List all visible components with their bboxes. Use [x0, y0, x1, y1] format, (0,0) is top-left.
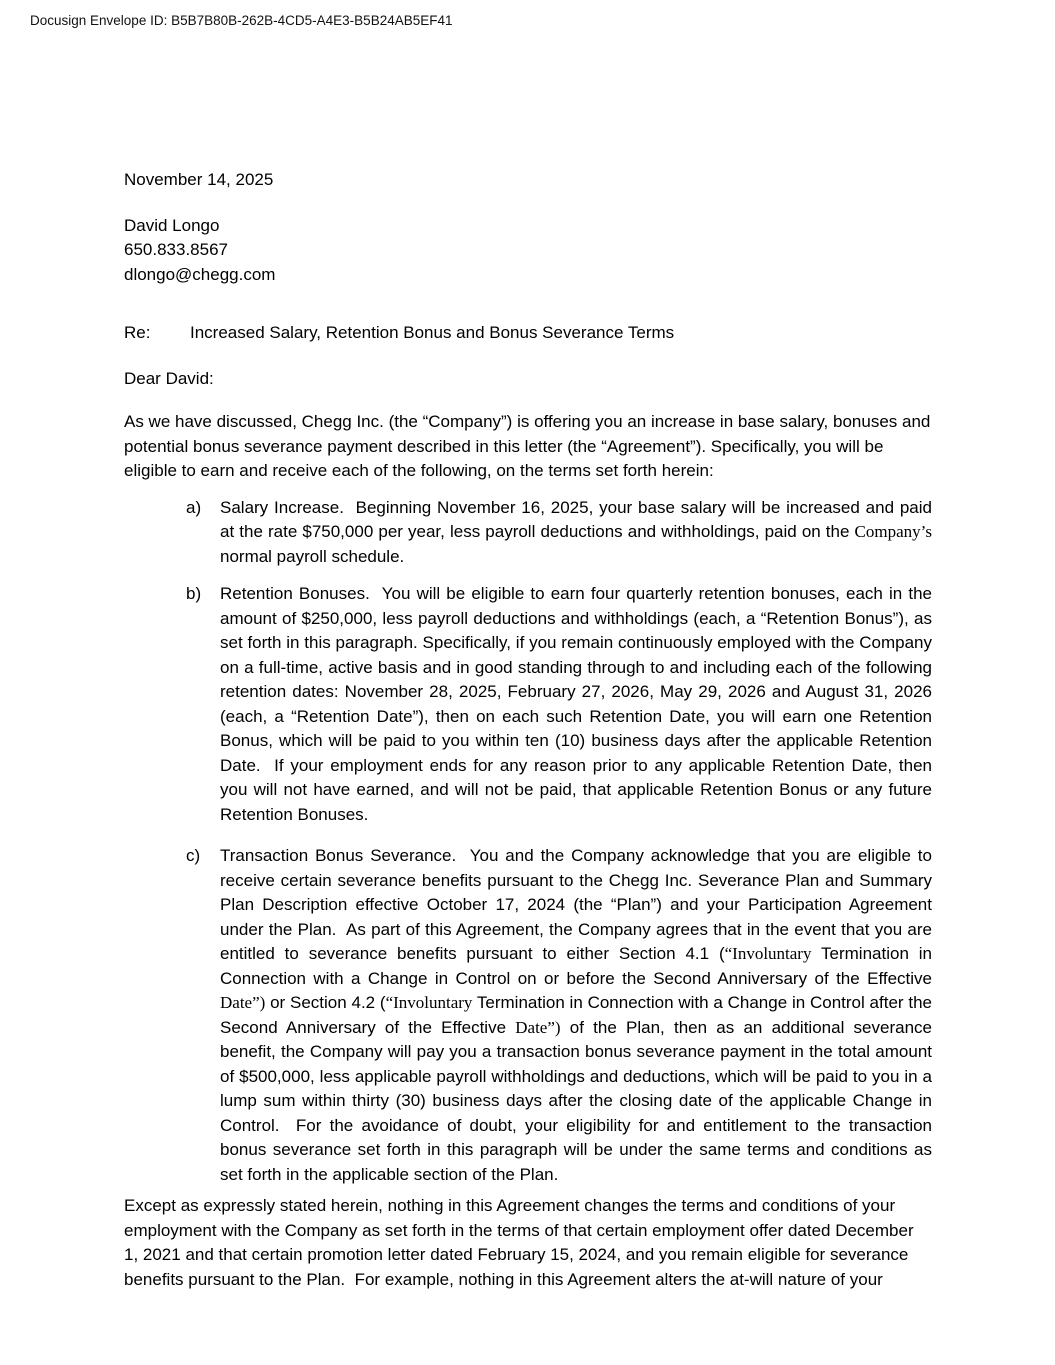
recipient-email: dlongo@chegg.com — [124, 264, 276, 284]
list-text-b: Retention Bonuses. You will be eligible to earn four quarterly retention bonuses, each in the amount of $250,000, less payroll deductions and withholdings (each, a “Retention Bonus”), as set forth in this paragraph. Specifically, if you remain continuously employed with the Company on a full-time, active basis and in good standing through to and including each of the following retention dates: November 28, 2025, February 27, 2026, May 29, 2026 and August 31, 2026 (each, a “Retention Date”), then on each such Retention Date, you will earn one Retention Bonus, which will be paid to you within ten (10) business days after the applicable Retention Date. If your employment ends for any reason prior to any applicable Retention Date, then you will not have earned, and will not be paid, that applicable Retention Bonus or any future Retention Bonuses. — [220, 584, 932, 824]
list-item-a — [124, 496, 932, 570]
letter-body — [124, 168, 932, 1292]
re-subject: Increased Salary, Retention Bonus and Bonus Severance Terms — [190, 323, 675, 342]
list-label-b: b) — [186, 584, 202, 603]
re-line — [124, 321, 932, 346]
recipient-phone: 650.833.8567 — [124, 240, 228, 259]
letter-date: November 14, 2025 — [124, 170, 274, 189]
recipient-block — [124, 214, 932, 288]
closing-paragraph: Except as expressly stated herein, nothing in this Agreement changes the terms and conditions of your employment with the Company as set forth in the terms of that certain employment offer dated December 1, 2021 and that certain promotion letter dated February 15, 2024, and you remain eligible for severance benefits pursuant to the Plan. For example, nothing in this Agreement alters the at-will nature of your — [124, 1196, 914, 1289]
re-label: Re: — [124, 323, 151, 342]
list-label-c: c) — [186, 846, 201, 865]
list-text-a: Salary Increase. Beginning November 16, 2025, your base salary will be increased and paid at the rate $750,000 per year, less payroll deductions and withholdings, paid on the Company’s normal payroll schedule. — [220, 497, 932, 566]
list-item-c — [124, 844, 932, 1187]
list-label-a: a) — [186, 497, 202, 517]
recipient-name: David Longo — [124, 215, 220, 235]
intro-paragraph: As we have discussed, Chegg Inc. (the “Company”) is offering you an increase in base salary, bonuses and potential bonus severance payment described in this letter (the “Agreement”). Specifically, you will be eligible to earn and receive each of the following, on the terms set forth herein: — [124, 412, 931, 480]
docusign-envelope-id: Docusign Envelope ID: B5B7B80B-262B-4CD5-A4E3-B5B24AB5EF41 — [30, 13, 453, 28]
list-text-c: Transaction Bonus Severance. You and the Company acknowledge that you are eligible to receive certain severance benefits pursuant to the Chegg Inc. Severance Plan and Summary Plan Description effective October 17, 2024 (the “Plan”) and your Participation Agreement under the Plan. As part of this Agreement, the Company agrees that in the event that you are entitled to severance benefits pursuant to either Section 4.1 (“Involuntary Termination in Connection with a Change in Control on or before the Second Anniversary of the Effective Date”) or Section 4.2 (“Involuntary Termination in Connection with a Change in Control after the Second Anniversary of the Effective Date”) of the Plan, then as an additional severance benefit, the Company will pay you a transaction bonus severance payment in the total amount of $500,000, less applicable payroll withholdings and deductions, which will be paid to you in a lump sum within thirty (30) business days after the closing date of the applicable Change in Control. For the avoidance of doubt, your eligibility for and entitlement to the transaction bonus severance set forth in this paragraph will be under the same terms and conditions as set forth in the applicable section of the Plan. — [220, 846, 932, 1184]
salutation: Dear David: — [124, 368, 214, 388]
list-item-b — [124, 582, 932, 827]
